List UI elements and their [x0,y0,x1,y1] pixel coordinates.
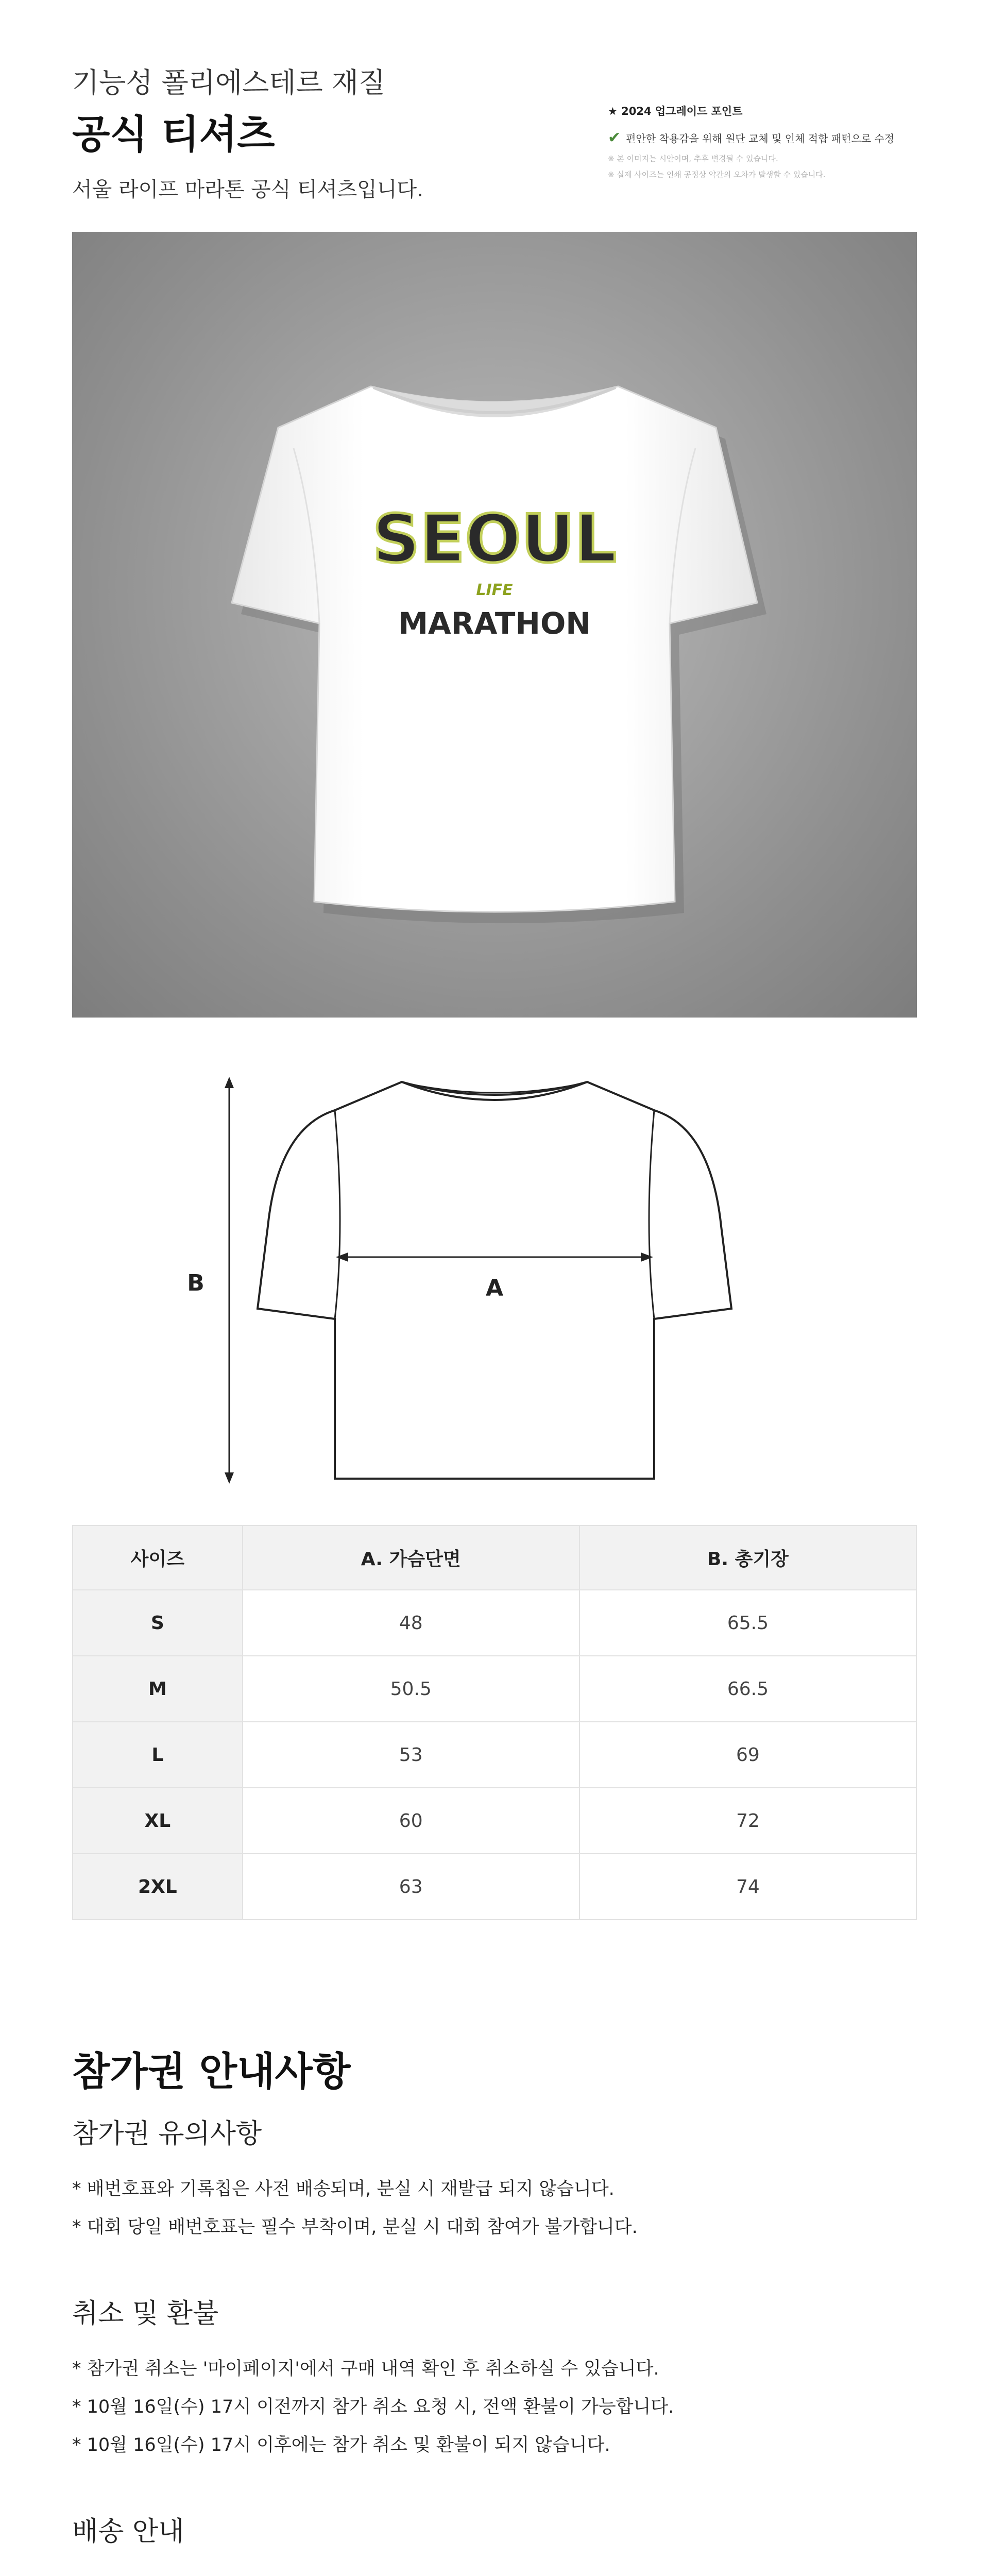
length-cell: 72 [579,1788,916,1854]
check-icon: ✔ [608,129,621,147]
chest-cell: 53 [243,1722,579,1788]
size-cell: M [73,1656,243,1722]
print-seoul: SEOUL [372,501,617,578]
table-row [73,1722,916,1788]
length-cell: 66.5 [579,1656,916,1722]
chest-cell: 50.5 [243,1656,579,1722]
product-title: 공식 티셔츠 [72,111,275,157]
measure-label-a: A [485,1275,504,1301]
size-header-length: B. 총기장 [579,1526,916,1590]
ticket-notice [72,2040,917,2576]
product-description: 서울 라이프 마라톤 공식 티셔츠입니다. [72,178,423,201]
upgrade-point-text: 편안한 착용감을 위해 원단 교체 및 인체 적합 패턴으로 수정 [626,132,895,145]
table-row [73,1656,916,1722]
notice-line: * 참가권 취소는 '마이페이지'에서 구매 내역 확인 후 취소하실 수 있습니다. [72,2359,659,2379]
size-table [72,1525,917,1920]
notice-heading-ticket: 참가권 유의사항 [72,2119,262,2149]
upgrade-points-title: ★ 2024 업그레이드 포인트 [608,105,743,117]
chest-cell: 48 [243,1590,579,1656]
size-cell: XL [73,1788,243,1854]
table-row [73,1590,916,1656]
print-marathon: MARATHON [398,606,591,641]
notice-heading-shipping: 배송 안내 [72,2516,184,2547]
measure-label-b: B [187,1270,204,1296]
length-cell: 69 [579,1722,916,1788]
print-life: LIFE [476,581,513,599]
notice-title: 참가권 안내사항 [72,2048,351,2094]
table-row [73,1854,916,1920]
upgrade-points [608,103,927,180]
notice-line: * 대회 당일 배번호표는 필수 부착이며, 분실 시 대회 참여가 불가합니다. [72,2217,638,2238]
size-header-chest: A. 가슴단면 [243,1526,579,1590]
size-cell: L [73,1722,243,1788]
notice-line [72,2568,917,2576]
product-subtitle: 기능성 폴리에스테르 재질 [72,66,386,99]
tshirt-photo [72,232,917,1018]
upgrade-note: ※ 본 이미지는 시안이며, 추후 변경될 수 있습니다. [608,154,778,163]
size-cell: S [73,1590,243,1656]
upgrade-point-row [608,129,927,147]
notice-line: * 10월 16일(수) 17시 이전까지 참가 취소 요청 시, 전액 환불이 가능합니다. [72,2397,674,2417]
size-diagram [175,1072,814,1494]
length-cell: 65.5 [579,1590,916,1656]
notice-line: * 10월 16일(수) 17시 이후에는 참가 취소 및 환불이 되지 않습니다. [72,2435,610,2455]
chest-cell: 60 [243,1788,579,1854]
chest-cell: 63 [243,1854,579,1920]
size-table-header [73,1526,916,1590]
notice-line: * 배번호표와 기록칩은 사전 배송되며, 분실 시 재발급 되지 않습니다. [72,2179,615,2199]
length-cell: 74 [579,1854,916,1920]
table-row [73,1788,916,1854]
size-header-size: 사이즈 [73,1526,243,1590]
upgrade-note: ※ 실제 사이즈는 인쇄 공정상 약간의 오차가 발생할 수 있습니다. [608,170,826,179]
notice-heading-refund: 취소 및 환불 [72,2298,219,2329]
size-cell: 2XL [73,1854,243,1920]
